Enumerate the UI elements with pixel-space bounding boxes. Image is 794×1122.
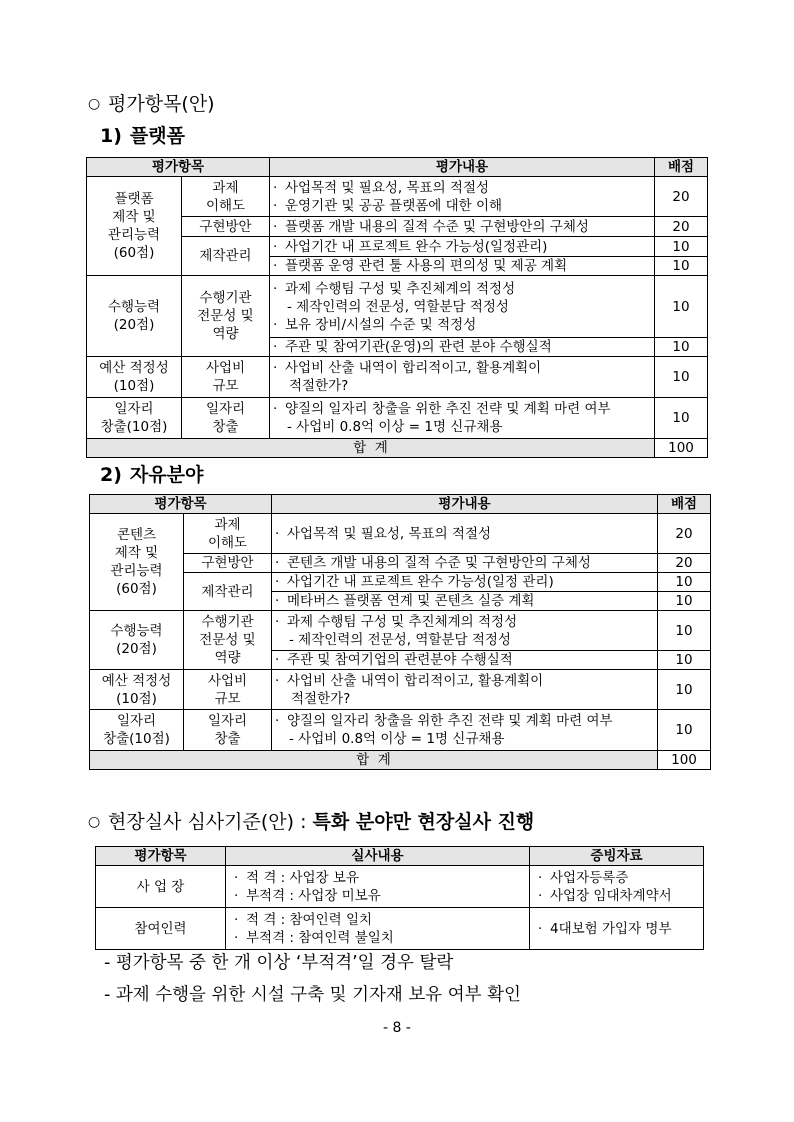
content-cell: · 사업기간 내 프로젝트 완수 가능성(일정관리) [270, 237, 655, 257]
content-cell: · 사업목적 및 필요성, 목표의 적절성 · 운영기관 및 공공 플랫폼에 대한 이해 [270, 177, 655, 217]
score-cell: 20 [658, 514, 711, 554]
subcategory-cell: 수행기관 전문성 및 역량 [184, 611, 272, 670]
score-cell: 10 [655, 357, 708, 398]
circle-bullet-icon: ○ [88, 96, 101, 112]
subcategory-cell: 구현방안 [184, 554, 272, 573]
table-row [90, 670, 711, 710]
category-cell: 예산 적정성 (10점) [90, 670, 184, 710]
subcategory-cell: 제작관리 [184, 573, 272, 611]
category-cell: 수행능력 (20점) [87, 276, 182, 357]
table-row [87, 357, 708, 398]
table-row [90, 514, 711, 554]
score-cell: 20 [655, 177, 708, 217]
subcategory-cell: 일자리 창출 [184, 710, 272, 751]
item-cell: 참여인력 [96, 908, 226, 950]
content-cell: · 사업기간 내 프로젝트 완수 가능성(일정 관리) [272, 573, 658, 592]
score-cell: 20 [658, 554, 711, 573]
category-cell: 일자리 창출(10점) [87, 398, 182, 439]
subcategory-cell: 제작관리 [182, 237, 270, 276]
score-cell: 10 [658, 651, 711, 670]
subcategory-cell: 과제 이해도 [184, 514, 272, 554]
score-cell: 10 [655, 398, 708, 439]
table-row [90, 611, 711, 651]
header-cell: 평가항목 [90, 495, 272, 514]
table-header-row [87, 158, 708, 177]
header-cell: 배점 [655, 158, 708, 177]
site-section-title: ○ 현장실사 심사기준(안) : 특화 분야만 현장실사 진행 [88, 811, 535, 833]
subcategory-cell: 일자리 창출 [182, 398, 270, 439]
header-cell: 증빙자료 [530, 847, 704, 866]
total-score: 100 [658, 751, 711, 770]
table-row [90, 573, 711, 592]
content-cell: · 사업비 산출 내역이 합리적이고, 활용계획이 적절한가? [270, 357, 655, 398]
content-cell: · 메타버스 플랫폼 연계 및 콘텐츠 실증 계획 [272, 592, 658, 611]
total-row [87, 439, 708, 458]
score-cell: 10 [655, 338, 708, 357]
table-row [87, 276, 708, 338]
category-cell: 콘텐츠 제작 및 관리능력 (60점) [90, 514, 184, 611]
score-cell: 10 [658, 670, 711, 710]
table-row [87, 398, 708, 439]
table-header-row [90, 495, 711, 514]
content-cell: · 플랫폼 개발 내용의 질적 수준 및 구현방안의 구체성 [270, 217, 655, 237]
table-header-row [96, 847, 704, 866]
category-cell: 일자리 창출(10점) [90, 710, 184, 751]
content-cell: · 주관 및 참여기업의 관련분야 수행실적 [272, 651, 658, 670]
header-cell: 배점 [658, 495, 711, 514]
score-cell: 10 [655, 237, 708, 257]
content-cell: · 사업목적 및 필요성, 목표의 적절성 [272, 514, 658, 554]
subcategory-cell: 과제 이해도 [182, 177, 270, 217]
content-cell: · 양질의 일자리 창출을 위한 추진 전략 및 계획 마련 여부 - 사업비 0.8억 이상 = 1명 신규채용 [272, 710, 658, 751]
content-cell: · 콘텐츠 개발 내용의 질적 수준 및 구현방안의 구체성 [272, 554, 658, 573]
content-cell: · 과제 수행팀 구성 및 추진체계의 적정성 - 제작인력의 전문성, 역할분담 적정성 · 보유 장비/시설의 수준 및 적정성 [270, 276, 655, 338]
score-cell: 10 [655, 257, 708, 276]
total-score: 100 [655, 439, 708, 458]
note-fail-rule: - 평가항목 중 한 개 이상 ‘부적격’일 경우 탈락 [104, 953, 454, 973]
score-cell: 20 [655, 217, 708, 237]
total-label: 합 계 [87, 439, 655, 458]
header-cell: 평가내용 [270, 158, 655, 177]
subcategory-cell: 수행기관 전문성 및 역량 [182, 276, 270, 357]
page-number: - 8 - [383, 1020, 411, 1036]
table-row [96, 866, 704, 908]
free-heading: 2) 자유분야 [100, 464, 204, 486]
score-cell: 10 [658, 573, 711, 592]
eval-section-title: ○ 평가항목(안) [88, 93, 215, 115]
content-cell: · 과제 수행팀 구성 및 추진체계의 적정성 - 제작인력의 전문성, 역할분담 적정성 [272, 611, 658, 651]
note-facility-check: - 과제 수행을 위한 시설 구축 및 기자재 보유 여부 확인 [104, 985, 521, 1005]
score-cell: 10 [658, 710, 711, 751]
category-cell: 수행능력 (20점) [90, 611, 184, 670]
content-cell: · 적 격 : 사업장 보유 · 부적격 : 사업장 미보유 [226, 866, 530, 908]
header-cell: 평가내용 [272, 495, 658, 514]
content-cell: · 양질의 일자리 창출을 위한 추진 전략 및 계획 마련 여부 - 사업비 0.8억 이상 = 1명 신규채용 [270, 398, 655, 439]
header-cell: 실사내용 [226, 847, 530, 866]
total-row [90, 751, 711, 770]
content-cell: · 사업비 산출 내역이 합리적이고, 활용계획이 적절한가? [272, 670, 658, 710]
table-row [87, 177, 708, 217]
site-inspection-table [95, 846, 704, 950]
item-cell: 사 업 장 [96, 866, 226, 908]
header-cell: 평가항목 [87, 158, 270, 177]
total-label: 합 계 [90, 751, 658, 770]
score-cell: 10 [658, 592, 711, 611]
subcategory-cell: 구현방안 [182, 217, 270, 237]
circle-bullet-icon: ○ [88, 814, 101, 830]
content-cell: · 주관 및 참여기관(운영)의 관련 분야 수행실적 [270, 338, 655, 357]
category-cell: 플랫폼 제작 및 관리능력 (60점) [87, 177, 182, 276]
table-row [96, 908, 704, 950]
subcategory-cell: 사업비 규모 [184, 670, 272, 710]
header-cell: 평가항목 [96, 847, 226, 866]
platform-eval-table [86, 157, 708, 458]
table-row [90, 710, 711, 751]
content-cell: · 적 격 : 참여인력 일치 · 부적격 : 참여인력 불일치 [226, 908, 530, 950]
evidence-cell: · 4대보험 가입자 명부 [530, 908, 704, 950]
evidence-cell: · 사업자등록증 · 사업장 임대차계약서 [530, 866, 704, 908]
score-cell: 10 [658, 611, 711, 651]
table-row [90, 554, 711, 573]
subcategory-cell: 사업비 규모 [182, 357, 270, 398]
category-cell: 예산 적정성 (10점) [87, 357, 182, 398]
content-cell: · 플랫폼 운영 관련 툴 사용의 편의성 및 제공 계획 [270, 257, 655, 276]
score-cell: 10 [655, 276, 708, 338]
platform-heading: 1) 플랫폼 [100, 125, 185, 147]
free-eval-table [89, 494, 711, 770]
